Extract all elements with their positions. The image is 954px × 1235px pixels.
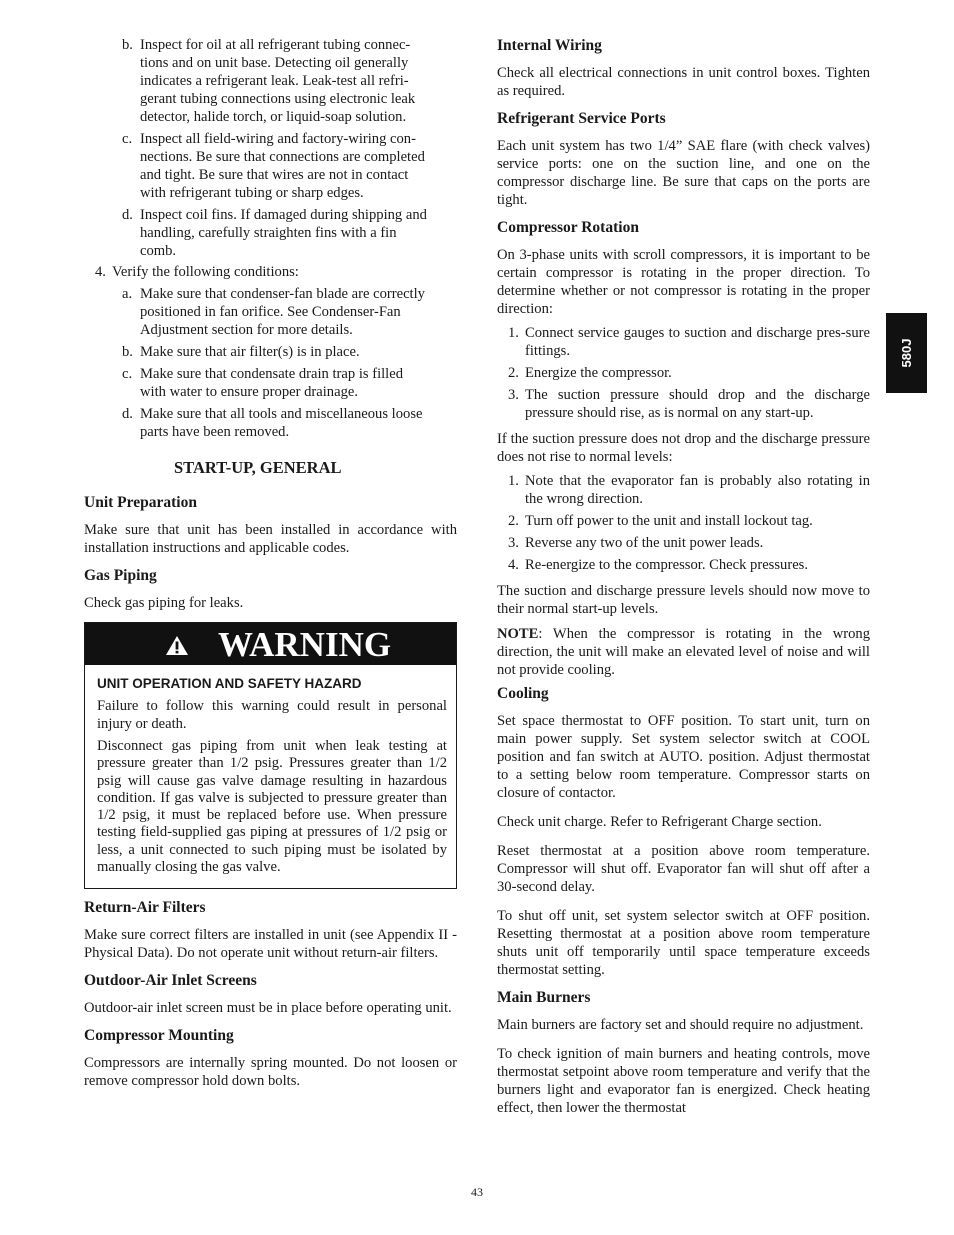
internal-wiring-heading: Internal Wiring (497, 37, 602, 54)
service-ports-heading: Refrigerant Service Ports (497, 110, 666, 127)
list-line: Inspect all field-wiring and factory-wiring con- (140, 131, 416, 147)
side-tab (886, 313, 927, 393)
list-line: handling, carefully straighten fins with a fin (140, 225, 397, 241)
main-burners-heading: Main Burners (497, 989, 591, 1006)
warning-triangle-icon (165, 635, 189, 656)
list-line: Make sure that all tools and miscellaneous loose (140, 406, 423, 422)
internal-wiring-text: Check all electrical connections in unit control boxes. Tighten as required. (497, 65, 870, 99)
list-line: Inspect coil fins. If damaged during shipping and (140, 207, 427, 223)
service-ports-text: Each unit system has two 1/4” SAE flare (with check valves) service ports: one on the suction line, and one on the compressor discharge line. Be sure that caps on the ports are tight. (497, 138, 870, 208)
list-item (497, 534, 870, 552)
list-text: The suction pressure should drop and the discharge pressure should rise, as is normal on any start-up. (525, 387, 870, 421)
list-line: with water to ensure proper drainage. (140, 384, 359, 400)
if-text: If the suction pressure does not drop and the discharge pressure does not rise to normal levels: (497, 431, 870, 465)
list-item (84, 365, 457, 401)
compressor-rotation-heading: Compressor Rotation (497, 219, 639, 236)
list-text: Note that the evaporator fan is probably also rotating in the wrong direction. (525, 473, 870, 507)
list-line: with refrigerant tubing or sharp edges. (140, 185, 364, 201)
list-line: Verify the following conditions: (112, 264, 299, 280)
warning-header (85, 623, 456, 665)
list-text: Connect service gauges to suction and discharge pres-sure fittings. (525, 325, 870, 359)
list-item (84, 263, 457, 281)
warning-paragraph: Disconnect gas piping from unit when leak testing at pressure greater than 1/2 psig. Pressures greater than 1/2 psig will cause gas valve damage resulting in hazardous condition. If gas valve is subjected to pressure greater than 1/2 psig, it must be replaced before use. When pressure testing field-supplied gas piping at pressures of 1/2 psig or less, a unit connected to such piping must be isolated by manually closing the gas valve. (97, 738, 447, 876)
note-label: NOTE (497, 626, 539, 642)
warning-body (85, 665, 456, 888)
left-column (84, 36, 457, 1090)
list-line: positioned in fan orifice. See Condenser-Fan (140, 304, 401, 320)
list-line: tions and on unit base. Detecting oil generally (140, 55, 409, 71)
list-line: and tight. Be sure that wires are not in contact (140, 167, 409, 183)
list-letter: c. (122, 131, 133, 147)
list-number: 2. (508, 365, 519, 381)
list-item (497, 386, 870, 422)
list-line: Inspect for oil at all refrigerant tubing connec- (140, 37, 411, 53)
right-column (497, 36, 870, 1117)
list-item (84, 130, 457, 202)
list-line: Adjustment section for more details. (140, 322, 353, 338)
gas-piping-text: Check gas piping for leaks. (84, 595, 244, 611)
list-letter: c. (122, 366, 133, 382)
list-number: 4. (508, 557, 519, 573)
warning-paragraph: Failure to follow this warning could result in personal injury or death. (97, 698, 447, 732)
list-number: 1. (508, 325, 519, 341)
list-number: 2. (508, 513, 519, 529)
cooling-heading: Cooling (497, 685, 549, 702)
list-item (497, 512, 870, 530)
list-number: 1. (508, 473, 519, 489)
unit-preparation-text: Make sure that unit has been installed in accordance with installation instructions and applicable codes. (84, 522, 457, 556)
list-number: 3. (508, 535, 519, 551)
list-text: Re-energize to the compressor. Check pressures. (525, 557, 809, 573)
cooling-paragraph: To shut off unit, set system selector switch at OFF position. Resetting thermostat at a position above room temperature shuts unit off temporarily until space temperature exceeds thermostat setting. (497, 908, 870, 978)
note-text: : When the compressor is rotating in the wrong direction, the unit will make an elevated level of noise and will not provide cooling. (497, 626, 870, 678)
list-letter: b. (122, 344, 133, 360)
list-line: detector, halide torch, or liquid-soap solution. (140, 109, 407, 125)
list-letter: d. (122, 207, 133, 223)
list-line: Make sure that condensate drain trap is filled (140, 366, 404, 382)
compressor-rotation-intro: On 3-phase units with scroll compressors, it is important to be certain compressor is rotating in the proper direction. To determine whether or not compressor is rotating in the proper direction: (497, 247, 870, 317)
list-line: indicates a refrigerant leak. Leak-test all refri- (140, 73, 409, 89)
outdoor-air-text: Outdoor-air inlet screen must be in place before operating unit. (84, 1000, 452, 1017)
after-text: The suction and discharge pressure levels should now move to their normal start-up levels. (497, 583, 870, 617)
list-item (84, 206, 457, 260)
list-line: nections. Be sure that connections are completed (140, 149, 425, 165)
page-number: 43 (471, 1185, 483, 1199)
list-item (497, 556, 870, 574)
list-item (497, 472, 870, 508)
side-tab-label: 580J (898, 338, 914, 368)
return-air-text: Make sure correct filters are installed in unit (see Appendix II - Physical Data). Do not operate unit without return-air filters. (84, 927, 457, 962)
warning-hazard: UNIT OPERATION AND SAFETY HAZARD (97, 676, 362, 691)
list-letter: a. (122, 286, 133, 302)
list-text: Energize the compressor. (525, 365, 672, 381)
list-number: 3. (508, 387, 519, 403)
list-item (84, 405, 457, 441)
list-item (84, 36, 457, 126)
note-paragraph (497, 625, 870, 679)
list-line: Make sure that air filter(s) is in place. (140, 344, 360, 360)
list-letter: b. (122, 37, 133, 53)
list-text: Turn off power to the unit and install lockout tag. (525, 513, 813, 529)
list-item (84, 285, 457, 339)
unit-preparation-heading: Unit Preparation (84, 494, 197, 511)
section-title: START-UP, GENERAL (174, 458, 342, 477)
list-text: Reverse any two of the unit power leads. (525, 535, 764, 551)
return-air-heading: Return-Air Filters (84, 899, 206, 917)
list-item (84, 343, 457, 361)
main-burners-paragraph: To check ignition of main burners and heating controls, move thermostat setpoint above room temperature and verify that the burners light and evaporator fan is energized. Check heating effect, then lower the thermostat (497, 1046, 870, 1116)
list-line: parts have been removed. (140, 424, 290, 440)
list-line: Make sure that condenser-fan blade are correctly (140, 286, 425, 302)
list-number: 4. (95, 264, 106, 280)
cooling-paragraph: Set space thermostat to OFF position. To start unit, turn on main power supply. Set system selector switch at COOL position and fan switch at AUTO. position. Adjust thermostat to a setting below room temperature. Compressor starts on closure of contactor. (497, 713, 870, 801)
list-line: gerant tubing connections using electronic leak (140, 91, 416, 107)
main-burners-paragraph: Main burners are factory set and should require no adjustment. (497, 1017, 864, 1033)
gas-piping-heading: Gas Piping (84, 567, 157, 584)
compressor-mounting-heading: Compressor Mounting (84, 1027, 234, 1045)
list-item (497, 364, 870, 382)
list-letter: d. (122, 406, 133, 422)
list-line: comb. (140, 243, 177, 259)
outdoor-air-heading: Outdoor-Air Inlet Screens (84, 972, 257, 990)
cooling-paragraph: Check unit charge. Refer to Refrigerant Charge section. (497, 814, 822, 830)
warning-box (84, 622, 457, 889)
compressor-mounting-text: Compressors are internally spring mounted. Do not loosen or remove compressor hold down bolts. (84, 1055, 457, 1090)
warning-title: WARNING (218, 625, 392, 664)
list-item (497, 324, 870, 360)
cooling-paragraph: Reset thermostat at a position above room temperature. Compressor will shut off. Evaporator fan will shut off after a 30-second delay. (497, 843, 870, 895)
